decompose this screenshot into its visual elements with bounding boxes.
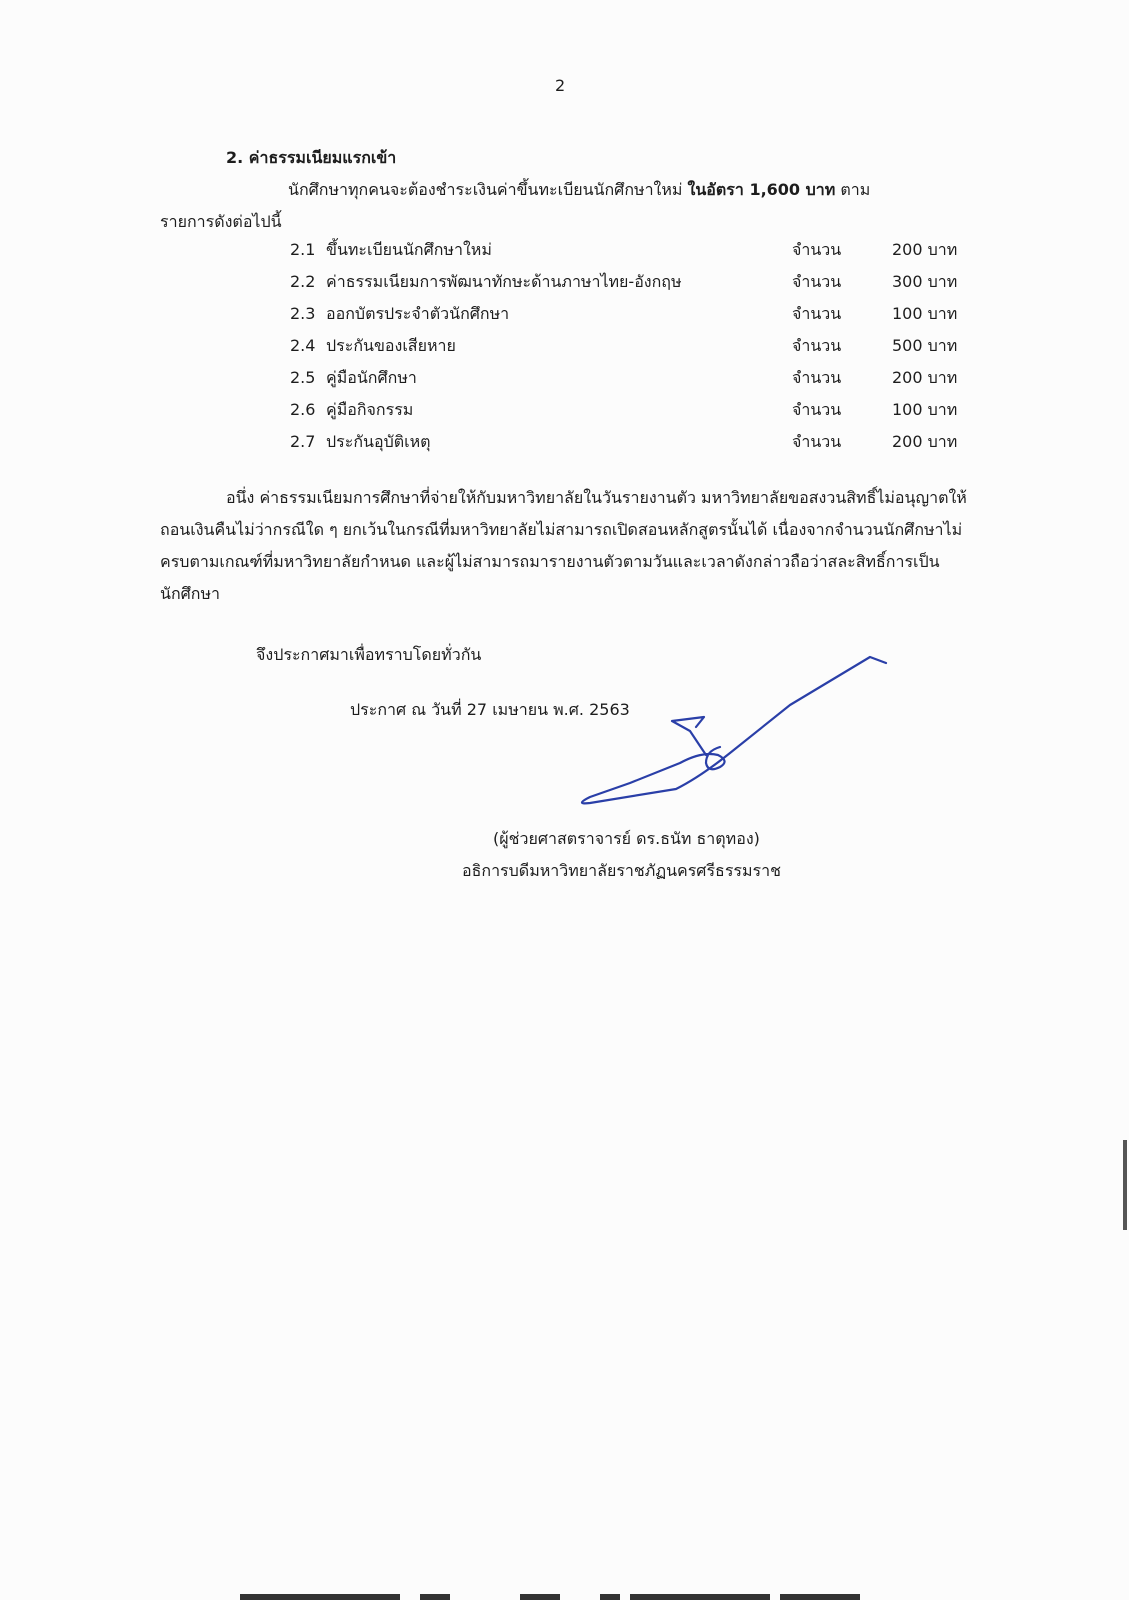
fee-label: ออกบัตรประจำตัวนักศึกษา: [326, 304, 510, 323]
intro-line-2: รายการดังต่อไปนี้: [160, 212, 282, 231]
note-text: อนึ่ง ค่าธรรมเนียมการศึกษาที่จ่ายให้กับมหาวิทยาลัยในวันรายงานตัว มหาวิทยาลัยขอสงวนสิทธิ์ไม่อนุญาตให้ถอนเงินคืนไม่ว่ากรณีใด ๆ ยกเว้นในกรณีที่มหาวิทยาลัยไม่สามารถเปิดสอนหลักสูตรนั้นได้ เนื่องจากจำนวนนักศึกษาไม่ครบตามเกณฑ์ที่มหาวิทยาลัยกำหนด และผู้ไม่สามารถมารายงานตัวตามวันและเวลาดังกล่าวถือว่าสละสิทธิ์การเป็นนักศึกษา: [160, 488, 967, 603]
signature: [580, 655, 900, 815]
fee-amount: 300 บาท: [892, 272, 958, 291]
fee-item: [290, 240, 970, 264]
fee-label: ประกันอุบัติเหตุ: [326, 432, 431, 451]
announcement-date: ประกาศ ณ วันที่ 27 เมษายน พ.ศ. 2563: [350, 700, 630, 719]
fee-number: 2.7: [290, 432, 316, 451]
fee-label: ขึ้นทะเบียนนักศึกษาใหม่: [326, 240, 492, 259]
fee-label: คู่มือนักศึกษา: [326, 368, 417, 387]
fee-amount: 500 บาท: [892, 336, 958, 355]
fee-number: 2.3: [290, 304, 316, 323]
fee-item: [290, 272, 970, 296]
fee-number: 2.5: [290, 368, 316, 387]
fee-item: [290, 304, 970, 328]
fee-qty-label: จำนวน: [792, 432, 842, 451]
fee-qty-label: จำนวน: [792, 368, 842, 387]
fee-item: [290, 368, 970, 392]
fee-amount: 200 บาท: [892, 240, 958, 259]
fee-label: ประกันของเสียหาย: [326, 336, 456, 355]
fee-amount: 100 บาท: [892, 304, 958, 323]
fee-qty-label: จำนวน: [792, 240, 842, 259]
page-number: 2: [555, 76, 566, 95]
fee-number: 2.1: [290, 240, 316, 259]
fee-label: ค่าธรรมเนียมการพัฒนาทักษะด้านภาษาไทย-อังกฤษ: [326, 272, 682, 291]
fee-qty-label: จำนวน: [792, 304, 842, 323]
fee-amount: 100 บาท: [892, 400, 958, 419]
fee-amount: 200 บาท: [892, 432, 958, 451]
intro-rate: ในอัตรา 1,600 บาท: [687, 180, 836, 199]
fee-amount: 200 บาท: [892, 368, 958, 387]
fee-qty-label: จำนวน: [792, 400, 842, 419]
scan-edge-mark: [1123, 1140, 1127, 1230]
fee-qty-label: จำนวน: [792, 336, 842, 355]
signer-name: (ผู้ช่วยศาสตราจารย์ ดร.ธนัท ธาตุทอง): [493, 829, 760, 848]
signer-title: อธิการบดีมหาวิทยาลัยราชภัฏนครศรีธรรมราช: [462, 861, 781, 880]
intro-line-1: [288, 180, 870, 200]
intro-text: นักศึกษาทุกคนจะต้องชำระเงินค่าขึ้นทะเบียนนักศึกษาใหม่: [288, 180, 688, 199]
fee-item: [290, 400, 970, 424]
fee-label: คู่มือกิจกรรม: [326, 400, 414, 419]
fee-number: 2.2: [290, 272, 316, 291]
intro-text-end: ตาม: [835, 180, 871, 199]
fee-item: [290, 432, 970, 456]
note-paragraph: [160, 482, 970, 610]
fee-number: 2.4: [290, 336, 316, 355]
fee-item: [290, 336, 970, 360]
closing-line: จึงประกาศมาเพื่อทราบโดยทั่วกัน: [256, 645, 482, 664]
fee-qty-label: จำนวน: [792, 272, 842, 291]
scan-footer-marks: [240, 1590, 860, 1600]
section-heading: 2. ค่าธรรมเนียมแรกเข้า: [226, 148, 397, 167]
fee-number: 2.6: [290, 400, 316, 419]
